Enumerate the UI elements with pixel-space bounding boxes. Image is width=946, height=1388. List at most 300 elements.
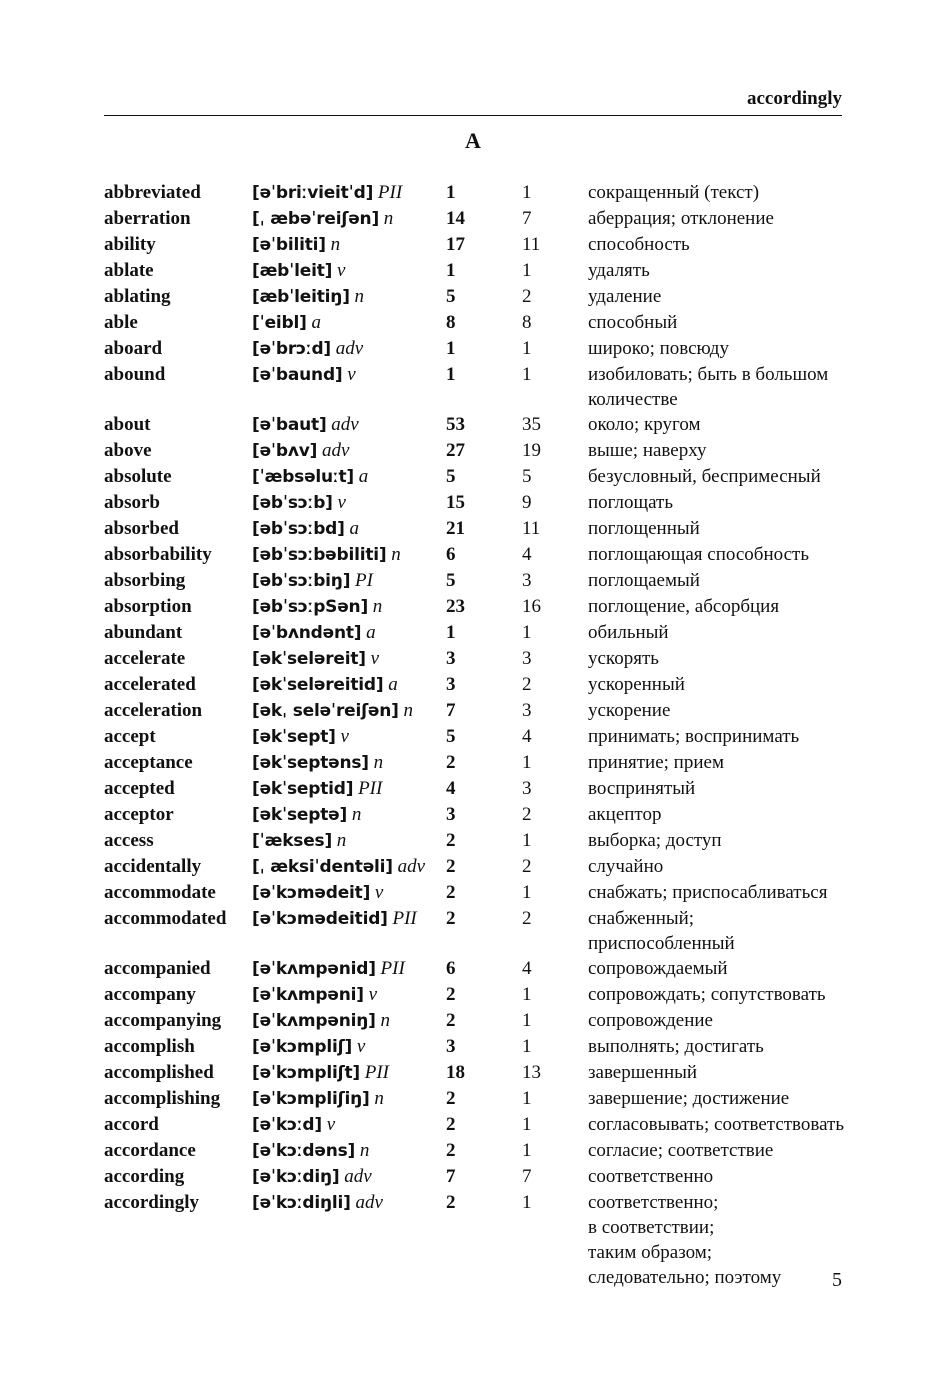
transcription: [252, 1138, 446, 1164]
headword: accommodate: [104, 882, 216, 903]
ipa: [əkˈseptə]: [252, 805, 348, 825]
headword: accordance: [104, 1140, 196, 1161]
ipa: [əˈkɔmpliʃ]: [252, 1037, 353, 1057]
ipa: [əbˈsɔːb]: [252, 493, 333, 513]
dictionary-entry: [104, 206, 846, 232]
transcription: [252, 854, 446, 880]
translation-line: широко; повсюду: [588, 338, 729, 359]
headword: accidentally: [104, 856, 202, 877]
text-count: 3: [522, 700, 532, 721]
ipa: [əkˈseptəns]: [252, 753, 369, 773]
ipa: [əbˈsɔːpSən]: [252, 597, 369, 617]
frequency-count: 5: [446, 570, 456, 591]
headword: accord: [104, 1114, 159, 1135]
translation: [588, 672, 846, 698]
text-count: 4: [522, 726, 532, 747]
ipa: [ˈæbsəluːt]: [252, 467, 354, 487]
headword: absorption: [104, 596, 192, 617]
dictionary-entry: [104, 802, 846, 828]
text-count: 2: [522, 908, 532, 929]
transcription: [252, 1190, 446, 1290]
headword: absorbability: [104, 544, 212, 565]
text-count: 3: [522, 648, 532, 669]
translation-line: завершенный: [588, 1062, 698, 1083]
part-of-speech: PII: [364, 1062, 389, 1083]
text-count: 2: [522, 804, 532, 825]
frequency-count: 2: [446, 830, 456, 851]
headword: acceptance: [104, 752, 193, 773]
part-of-speech: v: [337, 260, 346, 281]
dictionary-entry: [104, 284, 846, 310]
text-count: 1: [522, 1140, 532, 1161]
dictionary-entry: [104, 1034, 846, 1060]
part-of-speech: PII: [392, 908, 417, 929]
dictionary-entry: [104, 776, 846, 802]
part-of-speech: n: [372, 596, 383, 617]
running-head: accordingly: [747, 88, 842, 109]
text-count: 1: [522, 182, 532, 203]
part-of-speech: a: [311, 312, 321, 333]
part-of-speech: n: [383, 208, 394, 229]
translation: [588, 490, 846, 516]
text-count: 16: [522, 596, 541, 617]
dictionary-entry: [104, 1060, 846, 1086]
dictionary-entry: [104, 956, 846, 982]
ipa: [æbˈleit]: [252, 261, 333, 281]
frequency-count: 14: [446, 208, 465, 229]
transcription: [252, 490, 446, 516]
text-count: 3: [522, 570, 532, 591]
translation-line: поглощенный: [588, 518, 700, 539]
frequency-count: 18: [446, 1062, 465, 1083]
translation: [588, 310, 846, 336]
translation: [588, 568, 846, 594]
translation: [588, 724, 846, 750]
headword: acceptor: [104, 804, 174, 825]
part-of-speech: v: [370, 648, 380, 669]
translation: [588, 258, 846, 284]
translation: [588, 698, 846, 724]
text-count: 11: [522, 518, 541, 539]
section-letter: A: [465, 128, 481, 153]
part-of-speech: n: [374, 1088, 384, 1109]
transcription: [252, 750, 446, 776]
transcription: [252, 1112, 446, 1138]
headword: ablating: [104, 286, 171, 307]
dictionary-entries: [104, 180, 846, 1290]
frequency-count: 3: [446, 674, 456, 695]
text-count: 7: [522, 1166, 532, 1187]
dictionary-entry: [104, 620, 846, 646]
translation: [588, 646, 846, 672]
transcription: [252, 1086, 446, 1112]
part-of-speech: PII: [377, 182, 403, 203]
ipa: [əˈbrɔːd]: [252, 339, 331, 359]
dictionary-entry: [104, 594, 846, 620]
transcription: [252, 1034, 446, 1060]
ipa: [əˈbʌv]: [252, 441, 318, 461]
text-count: 1: [522, 622, 532, 643]
dictionary-entry: [104, 1164, 846, 1190]
transcription: [252, 180, 446, 206]
transcription: [252, 336, 446, 362]
ipa: [əkˈseptid]: [252, 779, 354, 799]
translation: [588, 1112, 846, 1138]
transcription: [252, 568, 446, 594]
frequency-count: 53: [446, 414, 465, 435]
frequency-count: 1: [446, 182, 456, 203]
frequency-count: 3: [446, 648, 456, 669]
translation-line: приспособленный: [588, 933, 735, 954]
text-count: 1: [522, 338, 532, 359]
part-of-speech: n: [359, 1140, 370, 1161]
translation: [588, 362, 846, 412]
dictionary-entry: [104, 412, 846, 438]
dictionary-entry: [104, 854, 846, 880]
part-of-speech: v: [340, 726, 349, 747]
headword: accompanied: [104, 958, 211, 979]
translation: [588, 1086, 846, 1112]
headword: acceleration: [104, 700, 203, 721]
text-count: 2: [522, 674, 532, 695]
headword: according: [104, 1166, 185, 1187]
frequency-count: 2: [446, 856, 456, 877]
frequency-count: 2: [446, 752, 456, 773]
headword: accepted: [104, 778, 175, 799]
frequency-count: 4: [446, 778, 456, 799]
transcription: [252, 232, 446, 258]
dictionary-entry: [104, 1138, 846, 1164]
transcription: [252, 982, 446, 1008]
part-of-speech: adv: [335, 338, 364, 359]
ipa: [ˌ æksiˈdentəli]: [252, 857, 393, 877]
frequency-count: 3: [446, 804, 456, 825]
frequency-count: 15: [446, 492, 465, 513]
transcription: [252, 776, 446, 802]
frequency-count: 17: [446, 234, 465, 255]
translation: [588, 854, 846, 880]
translation: [588, 594, 846, 620]
ipa: [əˈbaund]: [252, 365, 343, 385]
dictionary-entry: [104, 362, 846, 412]
translation-line: сопровождаемый: [588, 958, 728, 979]
part-of-speech: adv: [344, 1166, 372, 1187]
frequency-count: 5: [446, 466, 456, 487]
dictionary-entry: [104, 180, 846, 206]
translation: [588, 542, 846, 568]
headword: accordingly: [104, 1192, 199, 1213]
text-count: 9: [522, 492, 532, 513]
frequency-count: 1: [446, 622, 456, 643]
translation-line: аберрация; отклонение: [588, 208, 774, 229]
ipa: [əˈkɔmədeitid]: [252, 909, 388, 929]
dictionary-entry: [104, 880, 846, 906]
translation: [588, 412, 846, 438]
frequency-count: 2: [446, 1010, 456, 1031]
dictionary-entry: [104, 672, 846, 698]
ipa: [əˈkʌmpənid]: [252, 959, 376, 979]
translation-line: ускоренный: [588, 674, 685, 695]
dictionary-entry: [104, 646, 846, 672]
text-count: 1: [522, 1036, 532, 1057]
text-count: 1: [522, 984, 532, 1005]
translation-line: выполнять; достигать: [588, 1036, 764, 1057]
translation-line: согласие; соответствие: [588, 1140, 774, 1161]
text-count: 1: [522, 364, 532, 385]
part-of-speech: a: [349, 518, 359, 539]
ipa: [əˈkɔmpliʃiŋ]: [252, 1089, 370, 1109]
text-count: 4: [522, 544, 532, 565]
ipa: [əˈkɔːd]: [252, 1115, 322, 1135]
frequency-count: 2: [446, 1140, 456, 1161]
part-of-speech: PII: [358, 778, 383, 799]
translation: [588, 828, 846, 854]
transcription: [252, 906, 446, 956]
ipa: [əkˈsept]: [252, 727, 336, 747]
translation: [588, 956, 846, 982]
transcription: [252, 880, 446, 906]
transcription: [252, 412, 446, 438]
text-count: 1: [522, 260, 532, 281]
dictionary-entry: [104, 568, 846, 594]
frequency-count: 2: [446, 1088, 456, 1109]
dictionary-entry: [104, 1086, 846, 1112]
headword: abbreviated: [104, 182, 201, 203]
ipa: [əˈkɔmpliʃt]: [252, 1063, 360, 1083]
text-count: 1: [522, 752, 532, 773]
part-of-speech: a: [358, 466, 369, 487]
transcription: [252, 594, 446, 620]
transcription: [252, 646, 446, 672]
translation: [588, 1190, 846, 1290]
part-of-speech: v: [374, 882, 384, 903]
frequency-count: 21: [446, 518, 465, 539]
translation-line: акцептор: [588, 804, 662, 825]
part-of-speech: n: [354, 286, 365, 307]
transcription: [252, 206, 446, 232]
ipa: [əbˈsɔːbəbiliti]: [252, 545, 387, 565]
page-number: 5: [832, 1269, 842, 1291]
translation: [588, 880, 846, 906]
frequency-count: 7: [446, 1166, 456, 1187]
translation-line: завершение; достижение: [588, 1088, 790, 1109]
transcription: [252, 516, 446, 542]
dictionary-entry: [104, 258, 846, 284]
frequency-count: 23: [446, 596, 465, 617]
translation-line: способность: [588, 234, 690, 255]
translation-line: таким образом;: [588, 1242, 713, 1263]
dictionary-entry: [104, 490, 846, 516]
translation-line: ускорять: [588, 648, 659, 669]
transcription: [252, 438, 446, 464]
transcription: [252, 802, 446, 828]
transcription: [252, 464, 446, 490]
headword: absolute: [104, 466, 172, 487]
headword: abundant: [104, 622, 183, 643]
headword: above: [104, 440, 152, 461]
frequency-count: 5: [446, 726, 456, 747]
frequency-count: 2: [446, 984, 456, 1005]
ipa: [əkˈseləreit]: [252, 649, 366, 669]
frequency-count: 5: [446, 286, 456, 307]
translation-line: принимать; воспринимать: [588, 726, 800, 747]
part-of-speech: n: [330, 234, 341, 255]
headword: absorbing: [104, 570, 186, 591]
headword: accomplish: [104, 1036, 195, 1057]
ipa: [əˈbaut]: [252, 415, 327, 435]
headword: accomplishing: [104, 1088, 221, 1109]
translation-line: выборка; доступ: [588, 830, 722, 851]
translation-line: количестве: [588, 389, 678, 410]
frequency-count: 3: [446, 1036, 456, 1057]
transcription: [252, 698, 446, 724]
part-of-speech: PII: [380, 958, 405, 979]
part-of-speech: a: [388, 674, 398, 695]
part-of-speech: v: [347, 364, 356, 385]
translation: [588, 750, 846, 776]
ipa: [æbˈleitiŋ]: [252, 287, 350, 307]
ipa: [ˈækses]: [252, 831, 333, 851]
dictionary-entry: [104, 1190, 846, 1290]
translation-line: соответственно;: [588, 1192, 719, 1213]
dictionary-entry: [104, 906, 846, 956]
part-of-speech: adv: [397, 856, 426, 877]
text-count: 13: [522, 1062, 541, 1083]
frequency-count: 2: [446, 882, 456, 903]
translation-line: около; кругом: [588, 414, 701, 435]
transcription: [252, 724, 446, 750]
transcription: [252, 258, 446, 284]
part-of-speech: n: [336, 830, 347, 851]
transcription: [252, 672, 446, 698]
part-of-speech: v: [356, 1036, 366, 1057]
headword: accomplished: [104, 1062, 214, 1083]
text-count: 3: [522, 778, 532, 799]
headword: accommodated: [104, 908, 227, 929]
translation-line: сопровождение: [588, 1010, 713, 1031]
dictionary-entry: [104, 828, 846, 854]
transcription: [252, 1060, 446, 1086]
frequency-count: 1: [446, 364, 456, 385]
headword: absorb: [104, 492, 160, 513]
translation-line: принятие; прием: [588, 752, 724, 773]
headword: accelerate: [104, 648, 186, 669]
transcription: [252, 284, 446, 310]
dictionary-entry: [104, 698, 846, 724]
headword: ability: [104, 234, 156, 255]
headword: accelerated: [104, 674, 196, 695]
dictionary-entry: [104, 516, 846, 542]
transcription: [252, 620, 446, 646]
translation: [588, 284, 846, 310]
dictionary-entry: [104, 232, 846, 258]
headword: aboard: [104, 338, 163, 359]
translation: [588, 906, 846, 956]
translation-line: выше; наверху: [588, 440, 707, 461]
translation-line: в соответствии;: [588, 1217, 715, 1238]
ipa: [əˈkɔːdiŋ]: [252, 1167, 340, 1187]
part-of-speech: adv: [355, 1192, 383, 1213]
translation: [588, 516, 846, 542]
translation-line: воспринятый: [588, 778, 696, 799]
text-count: 11: [522, 234, 541, 255]
ipa: [əˈbriːvieitˈd]: [252, 183, 374, 203]
text-count: 1: [522, 830, 532, 851]
translation-line: удалять: [588, 260, 650, 281]
transcription: [252, 956, 446, 982]
part-of-speech: adv: [321, 440, 350, 461]
translation-line: безусловный, беспримесный: [588, 466, 821, 487]
part-of-speech: n: [403, 700, 413, 721]
translation-line: удаление: [588, 286, 662, 307]
translation: [588, 1008, 846, 1034]
dictionary-entry: [104, 982, 846, 1008]
text-count: 2: [522, 286, 532, 307]
translation-line: поглощение, абсорбция: [588, 596, 780, 617]
transcription: [252, 828, 446, 854]
frequency-count: 7: [446, 700, 456, 721]
ipa: [əˈbʌndənt]: [252, 623, 362, 643]
headword: accompany: [104, 984, 196, 1005]
translation-line: изобиловать; быть в большом: [588, 364, 829, 385]
text-count: 1: [522, 1192, 532, 1213]
dictionary-entry: [104, 542, 846, 568]
part-of-speech: v: [368, 984, 377, 1005]
ipa: [əbˈsɔːbiŋ]: [252, 571, 351, 591]
translation-line: поглощаемый: [588, 570, 700, 591]
headword: aberration: [104, 208, 191, 229]
transcription: [252, 1008, 446, 1034]
translation-line: случайно: [588, 856, 664, 877]
frequency-count: 6: [446, 958, 456, 979]
frequency-count: 27: [446, 440, 465, 461]
translation: [588, 336, 846, 362]
translation: [588, 438, 846, 464]
dictionary-entry: [104, 310, 846, 336]
translation-line: поглощающая способность: [588, 544, 810, 565]
part-of-speech: a: [366, 622, 376, 643]
ipa: [əkˈseləreitid]: [252, 675, 384, 695]
text-count: 8: [522, 312, 532, 333]
ipa: [əˈbiliti]: [252, 235, 326, 255]
headword: ablate: [104, 260, 154, 281]
part-of-speech: v: [326, 1114, 336, 1135]
text-count: 1: [522, 882, 532, 903]
ipa: [ˈeibl]: [252, 313, 307, 333]
part-of-speech: n: [391, 544, 401, 565]
ipa: [əˈkʌmpəni]: [252, 985, 364, 1005]
translation: [588, 206, 846, 232]
dictionary-entry: [104, 750, 846, 776]
dictionary-entry: [104, 724, 846, 750]
translation: [588, 620, 846, 646]
text-count: 7: [522, 208, 532, 229]
dictionary-entry: [104, 1112, 846, 1138]
frequency-count: 6: [446, 544, 456, 565]
text-count: 5: [522, 466, 532, 487]
headword: accept: [104, 726, 156, 747]
text-count: 4: [522, 958, 532, 979]
translation: [588, 180, 846, 206]
ipa: [əkˌ seləˈreiʃən]: [252, 701, 399, 721]
transcription: [252, 1164, 446, 1190]
ipa: [əˈkʌmpəniŋ]: [252, 1011, 376, 1031]
translation: [588, 1060, 846, 1086]
translation: [588, 982, 846, 1008]
frequency-count: 2: [446, 1192, 456, 1213]
part-of-speech: adv: [331, 414, 359, 435]
translation: [588, 232, 846, 258]
